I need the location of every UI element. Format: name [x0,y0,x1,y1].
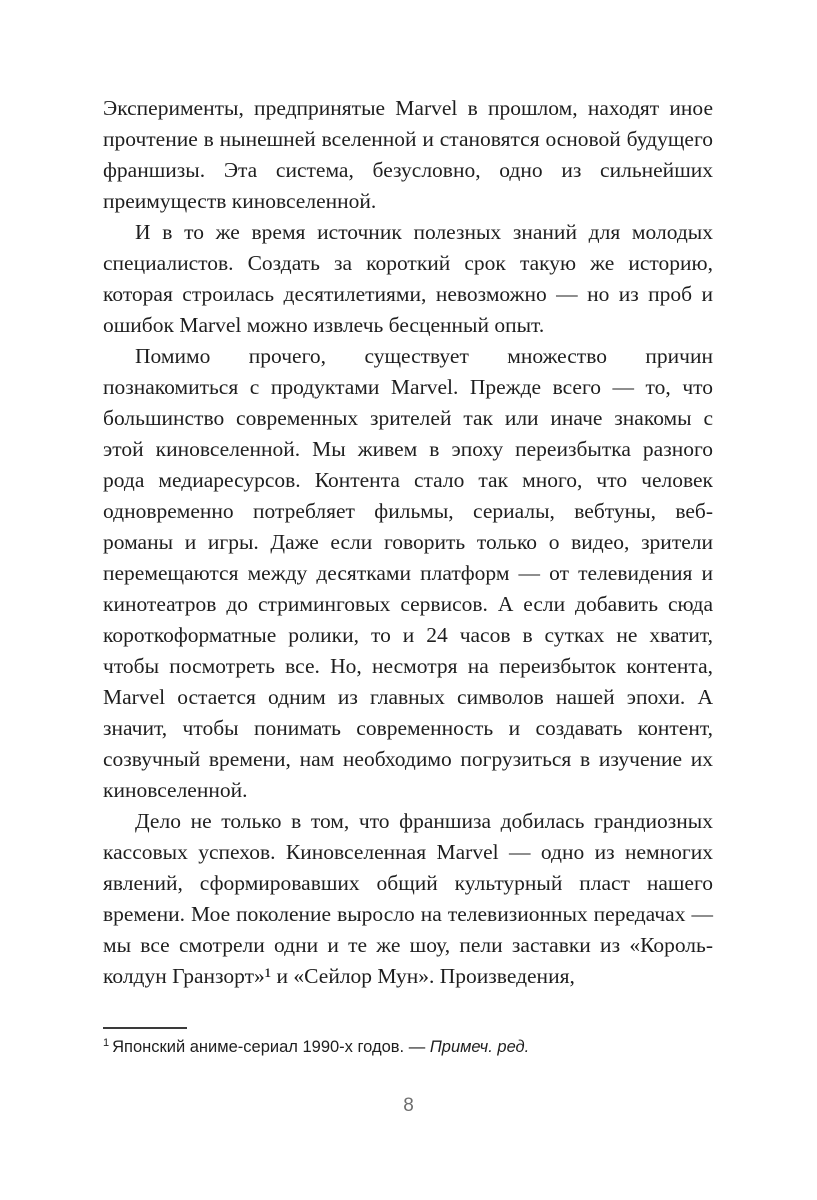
paragraph: И в то же время источник полезных знаний для молодых специалистов. Создать за короткий срок такую же историю, которая строилась десятилетиями, невозможно — но из проб и ошибок Marvel можно извлечь бесценный опыт. [103,220,713,337]
paragraph: Эксперименты, предпринятые Marvel в прошлом, находят иное прочтение в нынешней вселенной и становятся основой будущего франшизы. Эта система, безусловно, одно из сильнейших преимуществ киновселенной. [103,96,713,213]
footnote [103,1036,713,1058]
body-text-block [103,93,713,992]
paragraph: Дело не только в том, что франшиза добилась грандиозных кассовых успехов. Киновселенная Marvel — одно из немногих явлений, сформировавших общий культурный пласт нашего времени. Мое поколение выросло на телевизионных передачах — мы все смотрели одни и те же шоу, пели заставки из «Король-колдун Гранзорт»¹ и «Сейлор Мун». Произведения, [103,809,713,988]
footnote-divider [103,1027,187,1029]
page-number: 8 [403,1095,414,1116]
footnote-marker: 1 [103,1036,110,1049]
paragraph: Помимо прочего, существует множество причин познакомиться с продуктами Marvel. Прежде всего — то, что большинство современных зрителей так или иначе знакомы с этой киновселенной. Мы живем в эпоху переизбытка разного рода медиаресурсов. Контента стало так много, что человек одновременно потребляет фильмы, сериалы, вебтуны, веб-романы и игры. Даже если говорить только о видео, зрители перемещаются между десятками платформ — от телевидения и кинотеатров до стриминговых сервисов. А если добавить сюда короткоформатные ролики, то и 24 часов в сутках не хватит, чтобы посмотреть все. Но, несмотря на переизбыток контента, Marvel остается одним из главных символов нашей эпохи. А значит, чтобы понимать современность и создавать контент, созвучный времени, нам необходимо погрузиться в изучение их киновселенной. [103,344,713,802]
footnote-block [103,1027,713,1058]
footnote-source: Примеч. ред. [429,1038,530,1056]
footnote-text: Японский аниме-сериал 1990-х годов. — [112,1038,430,1056]
